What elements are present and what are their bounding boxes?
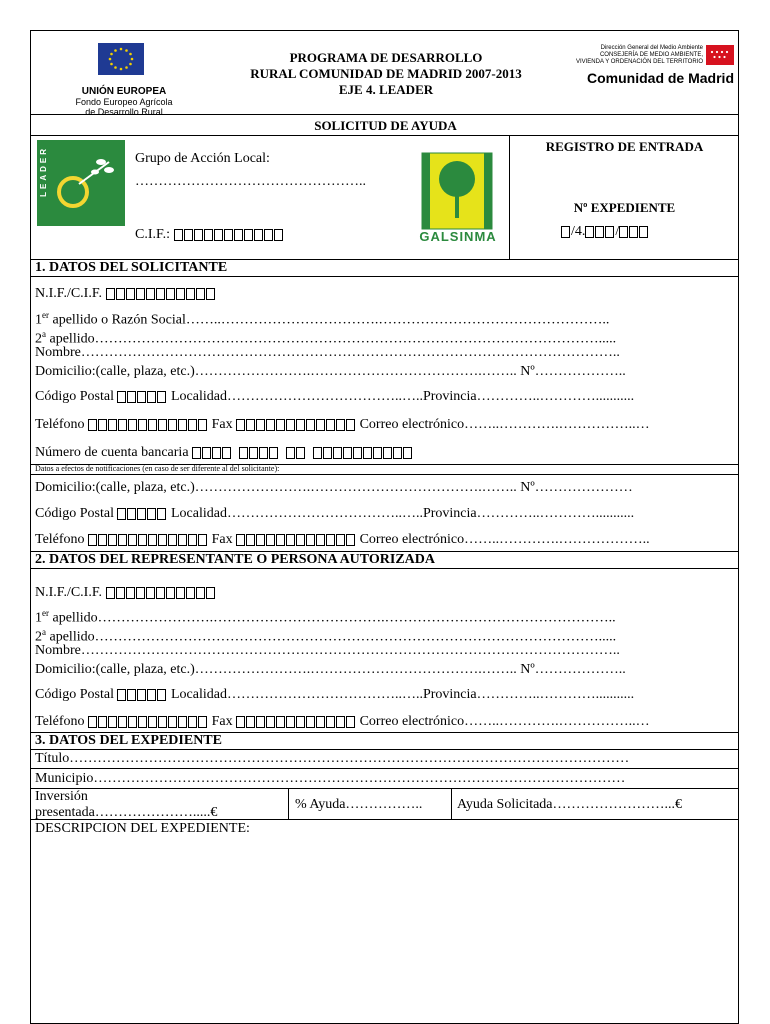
s2-tel-boxes[interactable] <box>88 714 208 730</box>
leaf-icon <box>53 144 123 224</box>
cif-boxes[interactable] <box>174 227 284 243</box>
divider <box>31 114 738 115</box>
s1-fax2-boxes[interactable] <box>236 532 356 548</box>
s1-tel-boxes[interactable] <box>88 417 208 433</box>
grupo-label: Grupo de Acción Local: <box>135 151 270 166</box>
program-title-line1: PROGRAMA DE DESARROLLO <box>289 50 483 65</box>
s1-apellido1-pre: 1 <box>35 312 42 328</box>
madrid-logo-small3: VIVIENDA Y ORDENACIÓN DEL TERRITORIO <box>575 59 703 65</box>
s2-fax-label: Fax <box>211 714 233 730</box>
s1-fax-boxes[interactable] <box>236 417 356 433</box>
s1-apellido2-sup: a <box>42 329 46 339</box>
divider <box>288 788 289 819</box>
s1-apellido1: apellido o Razón Social……..…………………………….………………………………………….. <box>49 312 610 328</box>
eu-logo-line2: Fondo Europeo Agrícola <box>75 97 173 107</box>
eu-logo-line1: UNIÓN EUROPEA <box>81 86 167 97</box>
s1-nif-row <box>35 286 216 302</box>
s2-fax-boxes[interactable] <box>236 714 356 730</box>
s2-cp-boxes[interactable] <box>117 687 167 703</box>
s1-cp2-label: Código Postal <box>35 506 114 522</box>
s1-apellido2-pre: 2 <box>35 331 42 347</box>
divider <box>31 768 738 769</box>
s1-fax-label: Fax <box>211 417 233 433</box>
form-frame <box>30 30 739 1024</box>
madrid-logo-small1: Dirección General del Medio Ambiente <box>600 45 703 51</box>
s1-nombre-row[interactable]: Nombre…………………………………………………………………………………………………….. <box>35 345 620 360</box>
s2-localidad: Localidad………………………………..…..Provincia…………..…………........... <box>170 687 635 703</box>
section3-title: 3. DATOS DEL EXPEDIENTE <box>35 733 222 748</box>
divider <box>31 568 738 569</box>
s2-apellido1: apellido…………………….……………………………….………………………………………….. <box>49 610 616 626</box>
madrid-logo <box>563 43 735 93</box>
s2-nombre-row[interactable]: Nombre…………………………………………………………………………………………………….. <box>35 643 620 658</box>
section1-title: 1. DATOS DEL SOLICITANTE <box>35 260 228 275</box>
s1-apellido2: apellido………………………………………………………………………………………………..... <box>46 331 617 347</box>
s2-apellido2: apellido………………………………………………………………………………………………..... <box>46 629 617 645</box>
s1-cp2-boxes[interactable] <box>117 506 167 522</box>
s1-domicilio-row[interactable]: Domicilio:(calle, plaza, etc.)…………………….……………………………….…….. Nº……………….. <box>35 364 626 379</box>
galsinma-logo <box>412 145 504 246</box>
s2-nif-label: N.I.F./C.I.F. <box>35 585 102 601</box>
cif-row <box>135 227 284 243</box>
s1-correo2: Correo electrónico……..………….……………….. <box>359 532 650 548</box>
s2-cp-row[interactable] <box>35 687 634 703</box>
s2-domicilio-row[interactable]: Domicilio:(calle, plaza, etc.)…………………….……………………………….…….. Nº……………….. <box>35 662 626 677</box>
eu-flag-icon <box>98 43 144 75</box>
divider <box>31 474 738 475</box>
s3-inversion-line1: Inversión <box>35 789 88 804</box>
leader-logo-text: LEADER <box>39 146 48 197</box>
s2-correo: Correo electrónico……..………….……………..… <box>359 714 650 730</box>
s1-domicilio2-row[interactable]: Domicilio:(calle, plaza, etc.)…………………….……………………………….…….. Nº………………… <box>35 480 633 495</box>
eu-logo-line3: de Desarrollo Rural <box>85 107 163 117</box>
divider <box>31 749 738 750</box>
divider <box>31 135 738 136</box>
madrid-logo-small2: CONSEJERÍA DE MEDIO AMBIENTE, <box>599 52 703 58</box>
s3-municipio-row[interactable]: Municipio…………………………………………………………………………………………………… <box>35 771 626 786</box>
s1-correo: Correo electrónico……..………….……………..… <box>359 417 650 433</box>
s1-tel-label: Teléfono <box>35 417 85 433</box>
madrid-logo-name: Comunidad de Madrid <box>587 70 734 86</box>
divider <box>31 276 738 277</box>
s2-apellido2-sup: a <box>42 627 46 637</box>
s1-cuenta-label: Número de cuenta bancaria <box>35 445 189 461</box>
s2-apellido1-pre: 1 <box>35 610 42 626</box>
s3-titulo-row[interactable]: Título………………………………………………………………………………………………………… <box>35 751 630 766</box>
madrid-flag-icon <box>706 45 734 65</box>
eu-logo <box>59 41 189 121</box>
s1-apellido1-sup: er <box>42 310 49 320</box>
s1-fax2-label: Fax <box>211 532 233 548</box>
s1-nif-boxes[interactable] <box>106 286 216 302</box>
s3-inversion-line2: presentada………………….....€ <box>35 805 218 820</box>
s2-cp-label: Código Postal <box>35 687 114 703</box>
s1-cp-label: Código Postal <box>35 389 114 405</box>
s3-descripcion-area[interactable] <box>31 837 738 1023</box>
expediente-field[interactable] <box>561 224 649 240</box>
s1-tel2-boxes[interactable] <box>88 532 208 548</box>
registro-title: REGISTRO DE ENTRADA <box>545 139 704 154</box>
expediente-label: Nº EXPEDIENTE <box>573 200 676 215</box>
s1-localidad: Localidad………………………………..…..Provincia…………..…………........... <box>170 389 635 405</box>
program-title <box>211 50 561 98</box>
s2-tel-label: Teléfono <box>35 714 85 730</box>
expediente-sep: / <box>615 224 620 240</box>
s2-tel-row[interactable] <box>35 714 650 730</box>
program-title-line3: EJE 4. LEADER <box>338 82 434 97</box>
s3-descripcion-label: DESCRIPCION DEL EXPEDIENTE: <box>35 821 250 836</box>
s1-cuenta-boxes[interactable] <box>192 445 413 461</box>
galsinma-text: GALSINMA <box>419 229 497 244</box>
s2-nif-boxes[interactable] <box>106 585 216 601</box>
s1-cuenta-row[interactable] <box>35 445 413 461</box>
cif-label: C.I.F.: <box>135 227 171 243</box>
program-title-line2: RURAL COMUNIDAD DE MADRID 2007-2013 <box>250 66 522 81</box>
s1-localidad2: Localidad………………………………..…..Provincia…………..…………........... <box>170 506 635 522</box>
grupo-field[interactable]: ………………………………………….. <box>135 174 366 189</box>
s1-notif-note: Datos a efectos de notificaciones (en caso de ser diferente al del solicitante): <box>35 464 280 473</box>
s3-ayuda-pct[interactable]: % Ayuda…………….. <box>295 797 423 812</box>
s3-inversion[interactable] <box>35 789 217 821</box>
divider <box>451 788 452 819</box>
s3-ayuda-sol[interactable]: Ayuda Solicitada……………………...€ <box>457 797 683 812</box>
s2-nif-row <box>35 585 216 601</box>
s1-cp-boxes[interactable] <box>117 389 167 405</box>
s1-tel2-label: Teléfono <box>35 532 85 548</box>
s1-cp2-row[interactable] <box>35 506 634 522</box>
divider <box>31 819 738 820</box>
leader-logo <box>37 140 125 226</box>
expediente-mid: /4. <box>571 224 586 240</box>
s1-cp-row[interactable] <box>35 389 634 405</box>
s1-nif-label: N.I.F./C.I.F. <box>35 286 102 302</box>
section2-title: 2. DATOS DEL REPRESENTANTE O PERSONA AUTORIZADA <box>35 552 435 567</box>
s1-tel-row[interactable] <box>35 417 650 433</box>
s2-apellido1-sup: er <box>42 608 49 618</box>
s2-apellido2-pre: 2 <box>35 629 42 645</box>
solicitud-title: SOLICITUD DE AYUDA <box>314 118 457 133</box>
s1-tel2-row[interactable] <box>35 532 650 548</box>
